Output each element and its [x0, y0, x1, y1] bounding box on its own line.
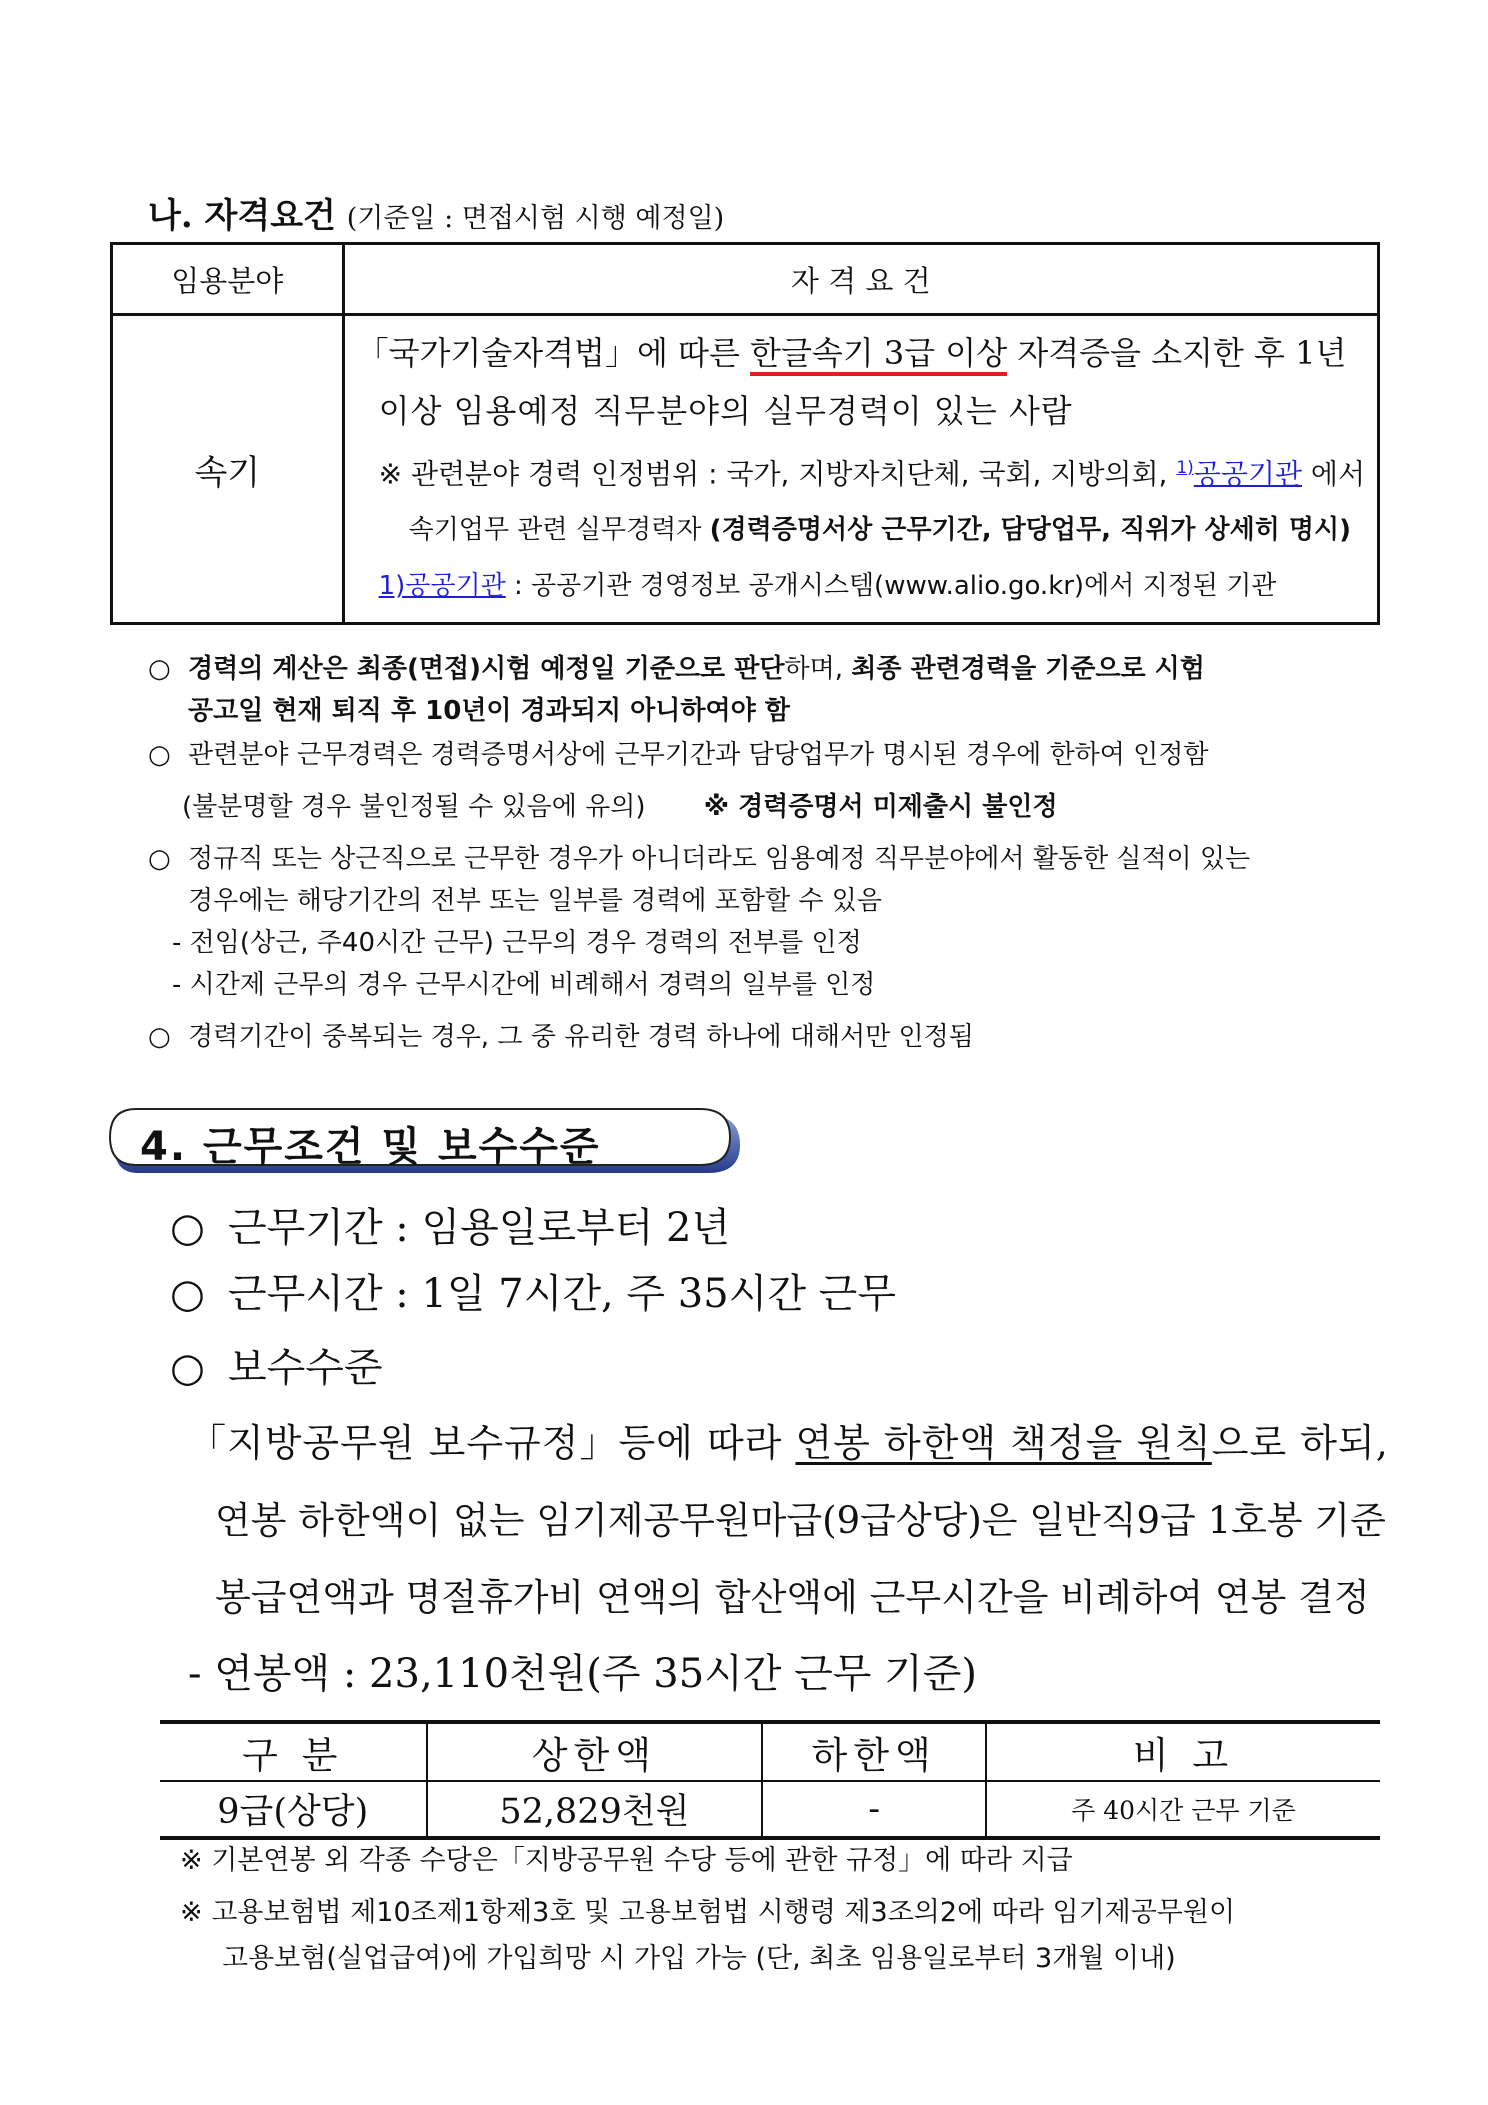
section-heading-qualifications [148, 188, 724, 237]
bullet-text: 경력기간이 중복되는 경우, 그 중 유리한 경력 하나에 대해서만 인정됨 [188, 1022, 974, 1052]
bullet-career-calc [148, 648, 1205, 685]
bullet-non-regular [148, 838, 1250, 875]
work-hours [170, 1262, 896, 1319]
footnote-insurance: ※ 고용보험법 제10조제1항제3호 및 고용보험법 시행령 제3조의2에 따라 임기제공무원이 [180, 1897, 1236, 1928]
scope-note [357, 440, 1365, 502]
bullet-text-bold: ※ 경력증명서 미제출시 불인정 [703, 792, 1058, 822]
pay-table-header [160, 1722, 1380, 1781]
requirement-text: 자격증을 소지한 후 1년 [1007, 334, 1347, 372]
circle-bullet-icon: ○ [170, 1271, 205, 1317]
cell-lower-limit: - [762, 1781, 986, 1838]
pay-text: 으로 하되, [1211, 1421, 1389, 1465]
pay-table [160, 1720, 1380, 1840]
circle-bullet-icon: ○ [148, 844, 171, 874]
bullet-continuation: 공고일 현재 퇴직 후 10년이 경과되지 아니하여야 함 [188, 696, 790, 726]
header-remarks: 비 고 [986, 1722, 1380, 1781]
requirements-cell [343, 315, 1378, 624]
bullet-text: 관련분야 근무경력은 경력증명서상에 근무기간과 담당업무가 명시된 경우에 한하여 인정함 [188, 740, 1209, 770]
pay-line-3: 봉급연액과 명절휴가비 연액의 합산액에 근무시간을 비례하여 연봉 결정 [215, 1576, 1370, 1619]
circle-bullet-icon: ○ [148, 654, 171, 684]
bullet-text-bold: 경력의 계산은 최종(면접)시험 예정일 기준으로 판단 [188, 654, 785, 684]
bullet-continuation [182, 786, 1058, 823]
cell-remarks: 주 40시간 근무 기준 [986, 1781, 1380, 1838]
section-subtitle: (기준일 : 면접시험 시행 예정일) [346, 203, 725, 234]
scope-note-text: 속기업무 관련 실무경력자 [408, 515, 710, 546]
requirement-line-2: 이상 임용예정 직무분야의 실무경력이 있는 사람 [378, 392, 1073, 430]
highlighted-requirement: 한글속기 3급 이상 [750, 334, 1007, 376]
footnote-marker[interactable]: 1) [1176, 458, 1194, 478]
bullet-overlap [148, 1016, 974, 1053]
scope-note-text: ※ 관련분야 경력 인정범위 : 국가, 지방자치단체, 국회, 지방의회, [378, 457, 1177, 491]
pay-text-underlined: 연봉 하한액 책정을 원칙 [795, 1421, 1212, 1465]
bullet-continuation: 경우에는 해당기간의 전부 또는 일부를 경력에 포함할 수 있음 [188, 886, 883, 916]
footnote-line [357, 558, 1365, 614]
footnote-text: : 공공기관 경영정보 공개시스템(www.alio.go.kr)에서 지정된 기관 [505, 571, 1277, 602]
pay-level-label: 보수수준 [228, 1345, 383, 1391]
pay-line-1 [188, 1412, 1389, 1467]
circle-bullet-icon: ○ [148, 740, 171, 770]
circle-bullet-icon: ○ [170, 1345, 205, 1391]
work-hours-text: 근무시간 : 1일 7시간, 주 35시간 근무 [228, 1271, 896, 1317]
footnote-link[interactable]: 1)공공기관 [378, 571, 506, 602]
cell-upper-limit: 52,829천원 [427, 1781, 763, 1838]
pay-text: 「지방공무원 보수규정」등에 따라 [188, 1421, 796, 1465]
table-row [160, 1781, 1380, 1838]
table-row [112, 315, 1379, 624]
category-cell: 속기 [112, 315, 344, 624]
bullet-text: 정규직 또는 상근직으로 근무한 경우가 아니더라도 임용예정 직무분야에서 활동한 실적이 있는 [188, 844, 1251, 874]
cell-grade: 9급(상당) [160, 1781, 427, 1838]
header-requirements: 자 격 요 건 [343, 244, 1378, 315]
work-period [170, 1196, 730, 1253]
section-title: 나. 자격요건 [148, 196, 336, 236]
pay-line-2: 연봉 하한액이 없는 임기제공무원마급(9급상당)은 일반직9급 1호봉 기준 [215, 1499, 1386, 1542]
requirement-text: 「국가기술자격법」에 따른 [356, 334, 751, 372]
header-lower-limit: 하한액 [762, 1722, 986, 1781]
annual-salary: - 연봉액 : 23,110천원(주 35시간 근무 기준) [188, 1651, 978, 1697]
circle-bullet-icon: ○ [148, 1022, 171, 1052]
dash-item: - 시간제 근무의 경우 근무시간에 비례해서 경력의 일부를 인정 [172, 970, 876, 1000]
bullet-text: 하며, [784, 654, 852, 684]
circle-bullet-icon: ○ [170, 1205, 205, 1251]
table-header-row [112, 244, 1379, 315]
bullet-text: (불분명할 경우 불인정될 수 있음에 유의) [182, 792, 646, 822]
bullet-work-history [148, 734, 1209, 771]
qualification-table [110, 242, 1380, 625]
header-field: 임용분야 [112, 244, 344, 315]
footnote-allowance: ※ 기본연봉 외 각종 수당은「지방공무원 수당 등에 관한 규정」에 따라 지급 [180, 1845, 1073, 1876]
section-4-title: 4. 근무조건 및 보수수준 [140, 1124, 601, 1170]
footnote-insurance-cont: 고용보험(실업급여)에 가입희망 시 가입 가능 (단, 최초 임용일로부터 3개월 이내) [222, 1943, 1176, 1974]
pay-level [170, 1336, 383, 1393]
header-upper-limit: 상한액 [427, 1722, 763, 1781]
scope-note-text: 에서 [1302, 457, 1365, 491]
header-category: 구 분 [242, 1734, 344, 1777]
requirement-line-1 [357, 324, 1365, 382]
public-institution-link[interactable]: 공공기관 [1193, 457, 1302, 491]
work-period-text: 근무기간 : 임용일로부터 2년 [228, 1205, 731, 1251]
scope-note-2 [357, 502, 1365, 558]
bullet-text-bold: 최종 관련경력을 기준으로 시험 [851, 654, 1205, 684]
scope-note-bold: (경력증명서상 근무기간, 담당업무, 직위가 상세히 명시) [709, 515, 1351, 546]
dash-item: - 전임(상근, 주40시간 근무) 근무의 경우 경력의 전부를 인정 [172, 928, 862, 958]
